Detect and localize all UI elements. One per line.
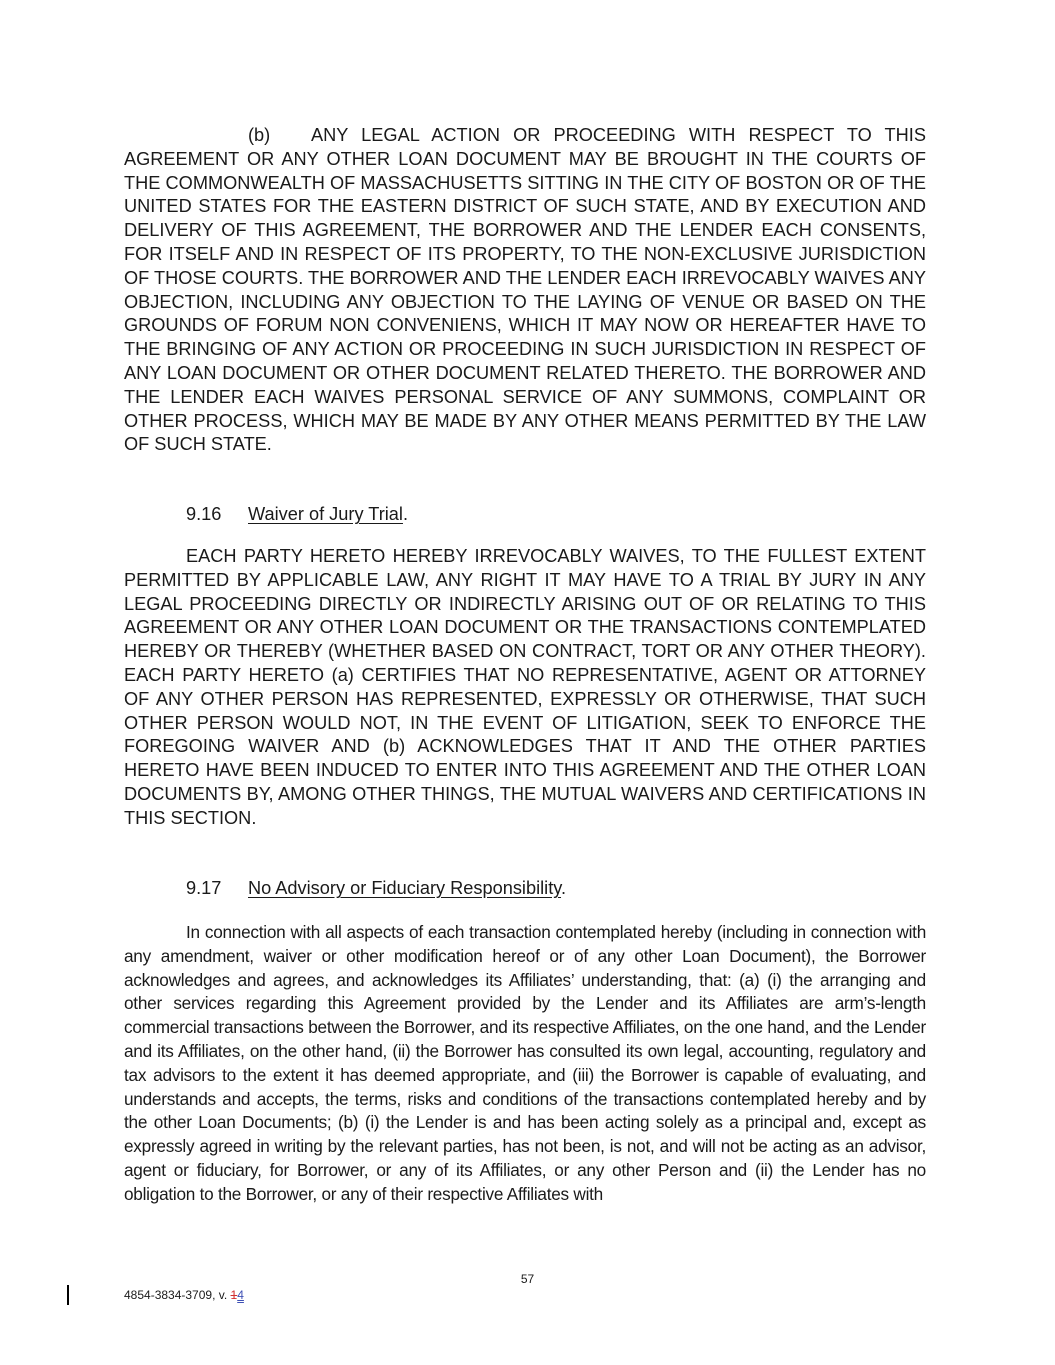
section-title: No Advisory or Fiduciary Responsibility [248,878,562,898]
section-number: 9.17 [186,878,222,898]
section-9-17-body: In connection with all aspects of each transaction contemplated hereby (including in connection with any amendment, waiver or other modification hereof or of any other Loan Document), the Borrower acknowledges and agrees, and acknowledges its Affiliates’ understanding, that: (a) (i) the arranging and other services regarding this Agreement provided by the Lender and its Affiliates are arm’s-length commercial transactions between the Borrower, and its respective Affiliates, on the one hand, and the Lender and its Affiliates, on the other hand, (ii) the Borrower has consulted its own legal, accounting, regulatory and tax advisors to the extent it has deemed appropriate, and (iii) the Borrower is capable of evaluating, and understands and accepts, the terms, risks and conditions of the transactions contemplated hereby and by the other Loan Documents; (b) (i) the Lender is and has been acting solely as a principal and, except as expressly agreed in writing by the relevant parties, has not been, is not, and will not be acting as an advisor, agent or fiduciary, for Borrower, or any of its Affiliates, or any other Person and (ii) the Lender has no obligation to the Borrower, or any of their respective Affiliates with [124,922,926,1204]
section-9-16-body: EACH PARTY HERETO HEREBY IRREVOCABLY WAIVES, TO THE FULLEST EXTENT PERMITTED BY APPLICABLE LAW, ANY RIGHT IT MAY HAVE TO A TRIAL BY JURY IN ANY LEGAL PROCEEDING DIRECTLY OR INDIRECTLY ARISING OUT OF OR RELATING TO THIS AGREEMENT OR ANY OTHER LOAN DOCUMENT OR THE TRANSACTIONS CONTEMPLATED HEREBY OR THEREBY (WHETHER BASED ON CONTRACT, TORT OR ANY OTHER THEORY). EACH PARTY HERETO (a) CERTIFIES THAT NO REPRESENTATIVE, AGENT OR ATTORNEY OF ANY OTHER PERSON HAS REPRESENTED, EXPRESSLY OR OTHERWISE, THAT SUCH OTHER PERSON WOULD NOT, IN THE EVENT OF LITIGATION, SEEK TO ENFORCE THE FOREGOING WAIVER AND (b) ACKNOWLEDGES THAT IT AND THE OTHER PARTIES HERETO HAVE BEEN INDUCED TO ENTER INTO THIS AGREEMENT AND THE OTHER LOAN DOCUMENTS BY, AMONG OTHER THINGS, THE MUTUAL WAIVERS AND CERTIFICATIONS IN THIS SECTION. [124,546,926,828]
doc-id-prefix: 4854-3834-3709, v. [124,1288,231,1302]
document-id [124,1288,244,1302]
paragraph-b-text: ANY LEGAL ACTION OR PROCEEDING WITH RESPECT TO THIS AGREEMENT OR ANY OTHER LOAN DOCUMENT MAY BE BROUGHT IN THE COURTS OF THE COMMONWEALTH OF MASSACHUSETTS SITTING IN THE CITY OF BOSTON OR OF THE UNITED STATES FOR THE EASTERN DISTRICT OF SUCH STATE, AND BY EXECUTION AND DELIVERY OF THIS AGREEMENT, THE BORROWER AND THE LENDER EACH CONSENTS, FOR ITSELF AND IN RESPECT OF ITS PROPERTY, TO THE NON-EXCLUSIVE JURISDICTION OF THOSE COURTS. THE BORROWER AND THE LENDER EACH IRREVOCABLY WAIVES ANY OBJECTION, INCLUDING ANY OBJECTION TO THE LAYING OF VENUE OR BASED ON THE GROUNDS OF FORUM NON CONVENIENS, WHICH IT MAY NOW OR HEREAFTER HAVE TO THE BRINGING OF ANY ACTION OR PROCEEDING IN SUCH JURISDICTION IN RESPECT OF ANY LOAN DOCUMENT OR OTHER DOCUMENT RELATED THERETO. THE BORROWER AND THE LENDER EACH WAIVES PERSONAL SERVICE OF ANY SUMMONS, COMPLAINT OR OTHER PROCESS, WHICH MAY BE MADE BY ANY OTHER MEANS PERMITTED BY THE LAW OF SUCH STATE. [124,125,926,455]
page-number: 57 [520,1272,535,1286]
section-heading-9-17 [186,876,566,900]
section-title-punct: . [402,504,409,524]
section-heading-9-16 [186,502,408,526]
section-title: Waiver of Jury Trial [248,504,403,524]
version-inserted: 4 [237,1288,244,1302]
paragraph-label: (b) [248,125,271,145]
change-bar [67,1285,69,1305]
section-title-punct: . [561,878,567,898]
section-number: 9.16 [186,504,222,524]
version-deleted: 1 [230,1288,238,1302]
paragraph-b [124,124,926,457]
